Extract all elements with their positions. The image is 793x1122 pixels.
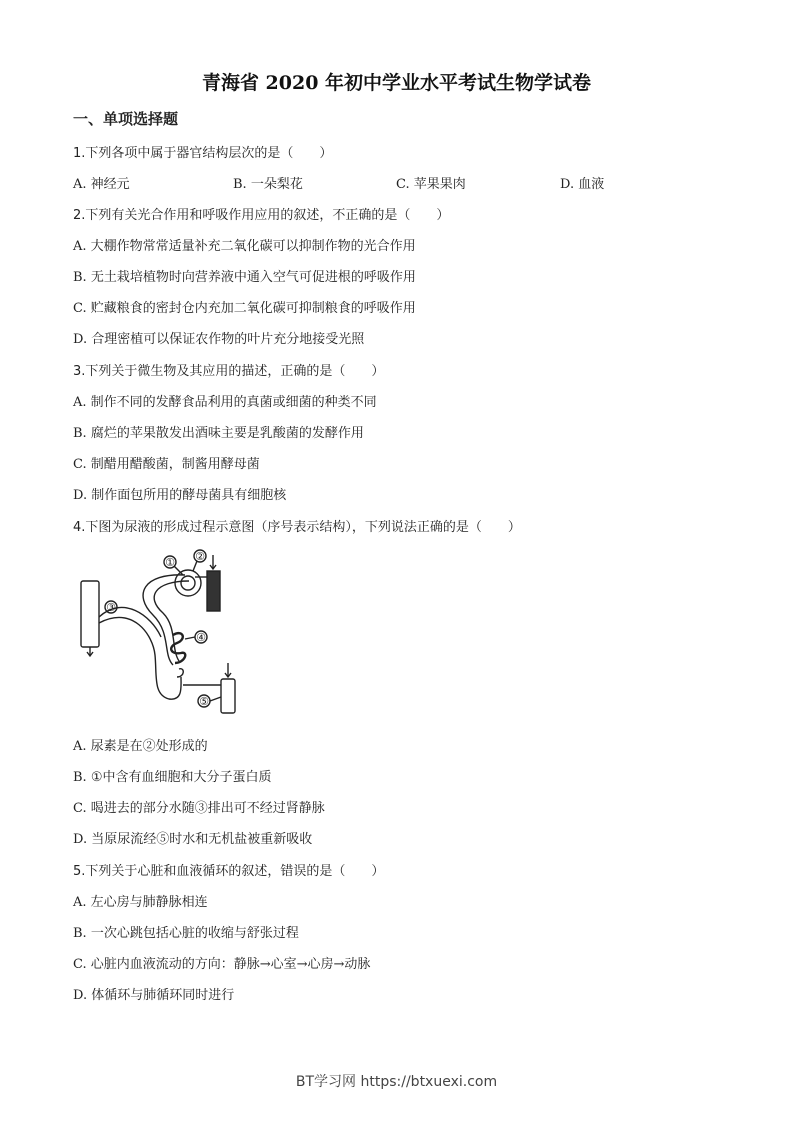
label-5-leader <box>210 697 221 701</box>
section-heading: 一、单项选择题 <box>73 110 179 128</box>
question-5-stem: 5.下列关于心脏和血液循环的叙述，错误的是（ ） <box>73 864 385 879</box>
question-2-option-d: D. 合理密植可以保证农作物的叶片充分地接受光照 <box>73 332 365 347</box>
renal-artery <box>207 571 220 611</box>
question-2-option-c: C. 贮藏粮食的密封仓内充加二氧化碳可抑制粮食的呼吸作用 <box>73 301 416 316</box>
footer-watermark[interactable]: BT学习网 https://btxuexi.com <box>295 1074 498 1090</box>
question-4-option-b: B. ①中含有血细胞和大分子蛋白质 <box>73 770 272 785</box>
question-3-option-b: B. 腐烂的苹果散发出酒味主要是乳酸菌的发酵作用 <box>73 426 364 441</box>
page-title: 青海省 2020 年初中学业水平考试生物学试卷 <box>201 72 592 94</box>
question-5-option-b: B. 一次心跳包括心脏的收缩与舒张过程 <box>73 926 299 941</box>
label-4: ④ <box>196 631 206 644</box>
question-2-option-b: B. 无土栽培植物时向营养液中通入空气可促进根的呼吸作用 <box>73 270 416 285</box>
label-5: ⑤ <box>199 695 209 708</box>
question-3-option-a: A. 制作不同的发酵食品利用的真菌或细菌的种类不同 <box>73 395 377 410</box>
question-5-option-c: C. 心脏内血液流动的方向：静脉→心室→心房→动脉 <box>73 957 371 972</box>
nephron-diagram <box>73 545 248 720</box>
question-4-stem: 4.下图为尿液的形成过程示意图（序号表示结构），下列说法正确的是（ ） <box>73 520 521 535</box>
question-3-option-d: D. 制作面包所用的酵母菌具有细胞核 <box>73 488 287 503</box>
question-5-option-a: A. 左心房与肺静脉相连 <box>73 895 208 910</box>
question-4-option-a: A. 尿素是在②处形成的 <box>73 739 208 754</box>
question-4-option-c: C. 喝进去的部分水随③排出可不经过肾静脉 <box>73 801 325 816</box>
question-4-option-d: D. 当原尿流经⑤时水和无机盐被重新吸收 <box>73 832 313 847</box>
question-5-option-d: D. 体循环与肺循环同时进行 <box>73 988 235 1003</box>
question-1-option-b: B. 一朵梨花 <box>233 177 303 192</box>
question-3-option-c: C. 制醋用醋酸菌，制酱用酵母菌 <box>73 457 260 472</box>
label-3: ③ <box>106 601 116 614</box>
question-2-stem: 2.下列有关光合作用和呼吸作用应用的叙述，不正确的是（ ） <box>73 208 450 223</box>
question-1-option-d: D. 血液 <box>560 177 605 192</box>
label-1: ① <box>165 556 175 569</box>
capillary-lower <box>177 669 183 677</box>
collecting-vessel <box>81 581 99 647</box>
label-4-leader <box>185 637 195 639</box>
question-3-stem: 3.下列关于微生物及其应用的描述，正确的是（ ） <box>73 364 385 379</box>
question-2-option-a: A. 大棚作物常常适量补充二氧化碳可以抑制作物的光合作用 <box>73 239 416 254</box>
collecting-duct <box>221 679 235 713</box>
label-2: ② <box>195 550 205 563</box>
glomerulus-core <box>181 576 195 590</box>
question-1-stem: 1.下列各项中属于器官结构层次的是（ ） <box>73 146 333 161</box>
question-1-option-a: A. 神经元 <box>73 177 130 192</box>
question-1-option-c: C. 苹果果肉 <box>396 177 466 192</box>
glomerulus <box>175 570 201 596</box>
